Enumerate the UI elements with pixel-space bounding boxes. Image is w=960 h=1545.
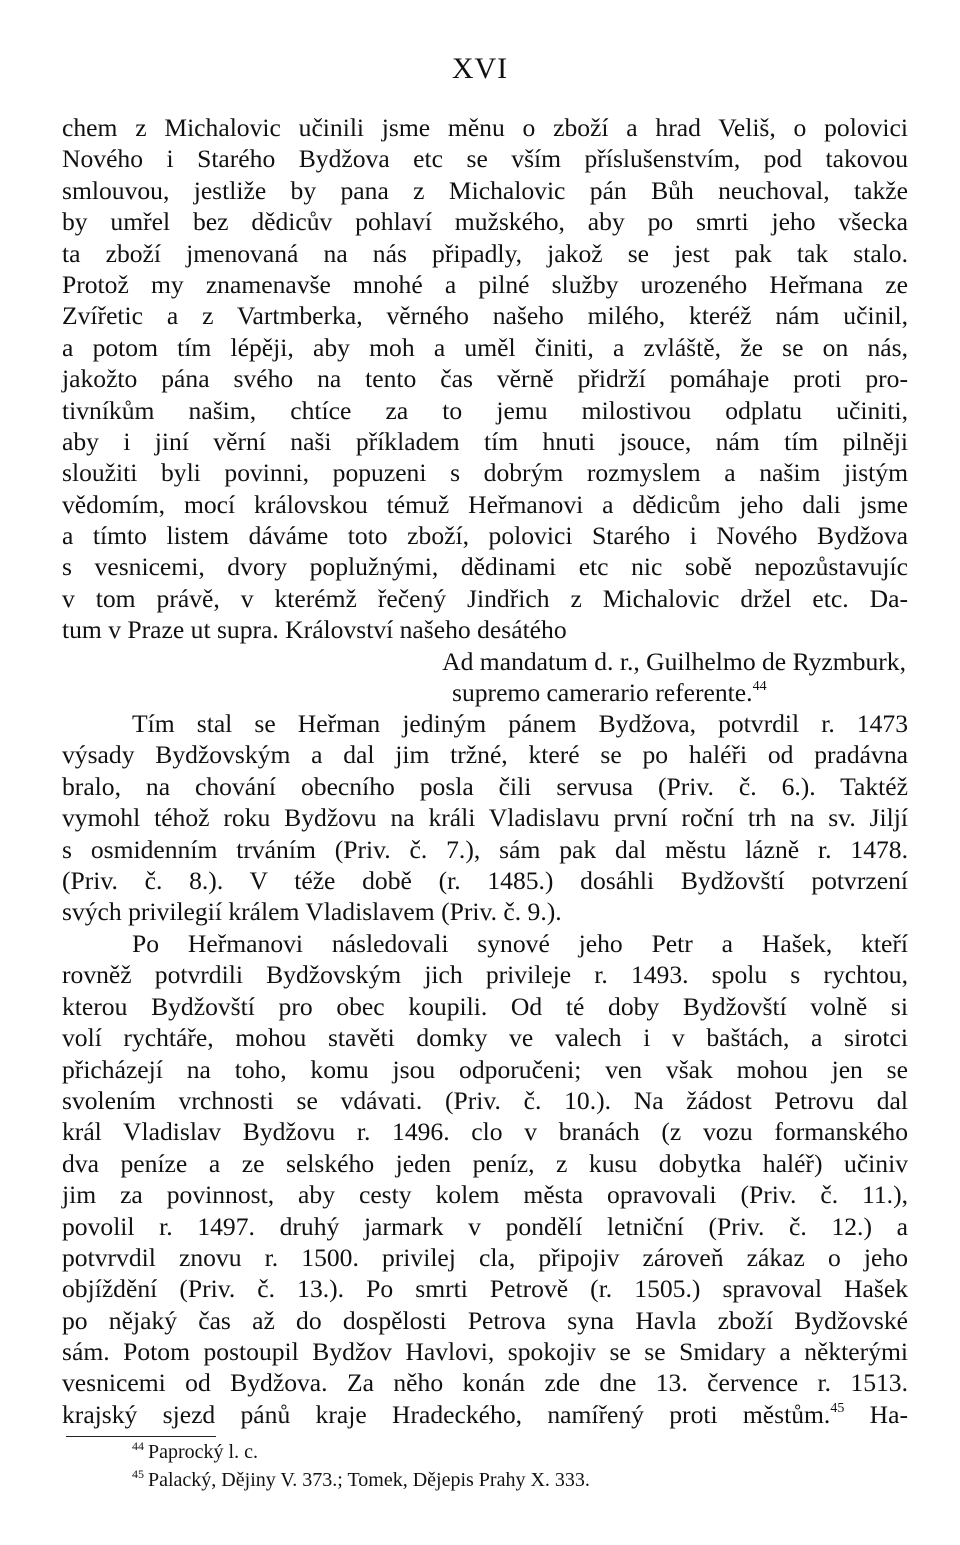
- text-line: Protož my znamenavše mnohé a pilné služby urozeného Heřmana ze: [62, 269, 908, 299]
- text-line: potvrvdil znovu r. 1500. privilej cla, připojiv zároveň zákaz o jeho: [62, 1242, 908, 1272]
- text-line: objíždění (Priv. č. 13.). Po smrti Petrově (r. 1505.) spravoval Hašek: [62, 1274, 908, 1304]
- footnote-reference: 44: [752, 679, 767, 695]
- text-line: svých privilegií králem Vladislavem (Priv. č. 9.).: [62, 897, 562, 927]
- text-line: bralo, na chování obecního posla čili servusa (Priv. č. 6.). Taktéž: [62, 771, 908, 801]
- signature-line: Ad mandatum d. r., Guilhelmo de Ryzmburk,: [442, 646, 906, 676]
- text-line: přicházejí na toho, komu jsou odporučeni; ven však mohou jen se: [62, 1054, 908, 1084]
- paragraph-petr-hasek: [62, 928, 908, 1430]
- text-line: povolil r. 1497. druhý jarmark v pondělí letniční (Priv. č. 12.) a: [62, 1211, 908, 1241]
- text-line: Nového i Starého Bydžova etc se vším příslušenstvím, pod takovou: [62, 144, 908, 174]
- text-line: by umřel bez dědicův pohlaví mužského, aby po smrti jeho všecka: [62, 207, 908, 237]
- text-line: chem z Michalovic učinili jsme měnu o zboží a hrad Veliš, o polovici: [62, 113, 908, 142]
- text-line: Po Heřmanovi následovali synové jeho Petr a Hašek, kteří: [132, 929, 908, 958]
- text-line: po nějaký čas až do dospělosti Petrova syna Havla zboží Bydžovské: [62, 1305, 908, 1335]
- footnote-divider: [66, 1436, 216, 1437]
- text-line: aby i jiní věrní naši příkladem tím hnuti jsouce, nám tím pilněji: [62, 426, 908, 456]
- text-line: vědomím, mocí královskou témuž Heřmanovi a dědicům jeho dali jsme: [62, 489, 908, 519]
- paragraph-charter-text: [62, 112, 908, 708]
- text-line: vesnicemi od Bydžova. Za něho konán zde dne 13. července r. 1513.: [62, 1368, 908, 1398]
- text-line: smlouvou, jestliže by pana z Michalovic pán Bůh neuchoval, takže: [62, 175, 908, 205]
- text-line-with-footnote: [62, 1399, 908, 1430]
- text-line: Tím stal se Heřman jediným pánem Bydžova, potvrdil r. 1473: [132, 709, 908, 738]
- text-line: výsady Bydžovským a dal jim tržné, které se po haléři od pradávna: [62, 740, 908, 770]
- text-line: sám. Potom postoupil Bydžov Havlovi, spokojiv se se Smidary a některými: [62, 1337, 908, 1367]
- text-line: volí rychtáře, mohou stavěti domky ve valech i v baštách, a sirotci: [62, 1023, 908, 1053]
- text-line: Zvířetic a z Vartmberka, věrného našeho milého, kteréž nám učinil,: [62, 301, 908, 331]
- footnote-text: Paprocký l. c.: [148, 1441, 258, 1463]
- text-line: kterou Bydžovští pro obec koupili. Od té doby Bydžovští volně si: [62, 991, 908, 1021]
- text-line: vymohl téhož roku Bydžovu na králi Vladislavu první roční trh na sv. Jiljí: [62, 803, 908, 833]
- footnote-mark: 45: [132, 1467, 144, 1481]
- text-line: a tímto listem dáváme toto zboží, polovici Starého i Nového Bydžova: [62, 521, 908, 551]
- page-number: XVI: [451, 52, 509, 85]
- text-line: tum v Praze ut supra. Království našeho desátého: [62, 615, 567, 645]
- text-line: jim za povinnost, aby cesty kolem města opravovali (Priv. č. 11.),: [62, 1180, 908, 1210]
- signature-line-referente: [62, 677, 908, 708]
- text-line: tivníkům našim, chtíce za to jemu milostivou odplatu učiniti,: [62, 395, 908, 425]
- footnote-text: Palacký, Dějiny V. 373.; Tomek, Dějepis Prahy X. 333.: [148, 1469, 590, 1491]
- text-line: a potom tím lépěji, aby moh a uměl činiti, a zvláště, že se on nás,: [62, 332, 908, 362]
- text-line: dva peníze a ze selského jeden peníz, z kusu dobytka haléř) učiniv: [62, 1148, 908, 1178]
- footnote-reference: 45: [830, 1400, 845, 1416]
- signature-text: supremo camerario referente.: [452, 678, 753, 708]
- text-line: sloužiti byli povinni, popuzeni s dobrým rozmyslem a našim jistým: [62, 458, 908, 488]
- text-line: rovněž potvrdili Bydžovským jich privileje r. 1493. spolu s rychtou,: [62, 960, 908, 990]
- footnote-mark: 44: [132, 1439, 144, 1453]
- text-segment: Ha-: [844, 1399, 909, 1429]
- footnote-44: [132, 1438, 912, 1466]
- text-line: král Vladislav Bydžovu r. 1496. clo v branách (z vozu formanského: [62, 1117, 908, 1147]
- text-line: ta zboží jmenovaná na nás připadly, jakož se jest pak tak stalo.: [62, 238, 908, 268]
- footnotes: [132, 1438, 912, 1494]
- text-line: jakožto pána svého na tento čas věrně přidrží pomáhaje proti pro-: [62, 364, 908, 394]
- paragraph-herman: [62, 708, 908, 928]
- text-line: v tom právě, v kterémž řečený Jindřich z Michalovic držel etc. Da-: [62, 583, 908, 613]
- text-line: s osmidenním trváním (Priv. č. 7.), sám pak dal městu lázně r. 1478.: [62, 834, 908, 864]
- text-line: svolením vrchnosti se vdávati. (Priv. č. 10.). Na žádost Petrovu dal: [62, 1085, 908, 1115]
- text-line: s vesnicemi, dvory poplužnými, dědinami etc nic sobě nepozůstavujíc: [62, 552, 908, 582]
- footnote-45: [132, 1466, 912, 1494]
- text-line: (Priv. č. 8.). V téže době (r. 1485.) dosáhli Bydžovští potvrzení: [62, 865, 908, 895]
- text-segment: krajský sjezd pánů kraje Hradeckého, namířený proti městům.: [62, 1399, 831, 1429]
